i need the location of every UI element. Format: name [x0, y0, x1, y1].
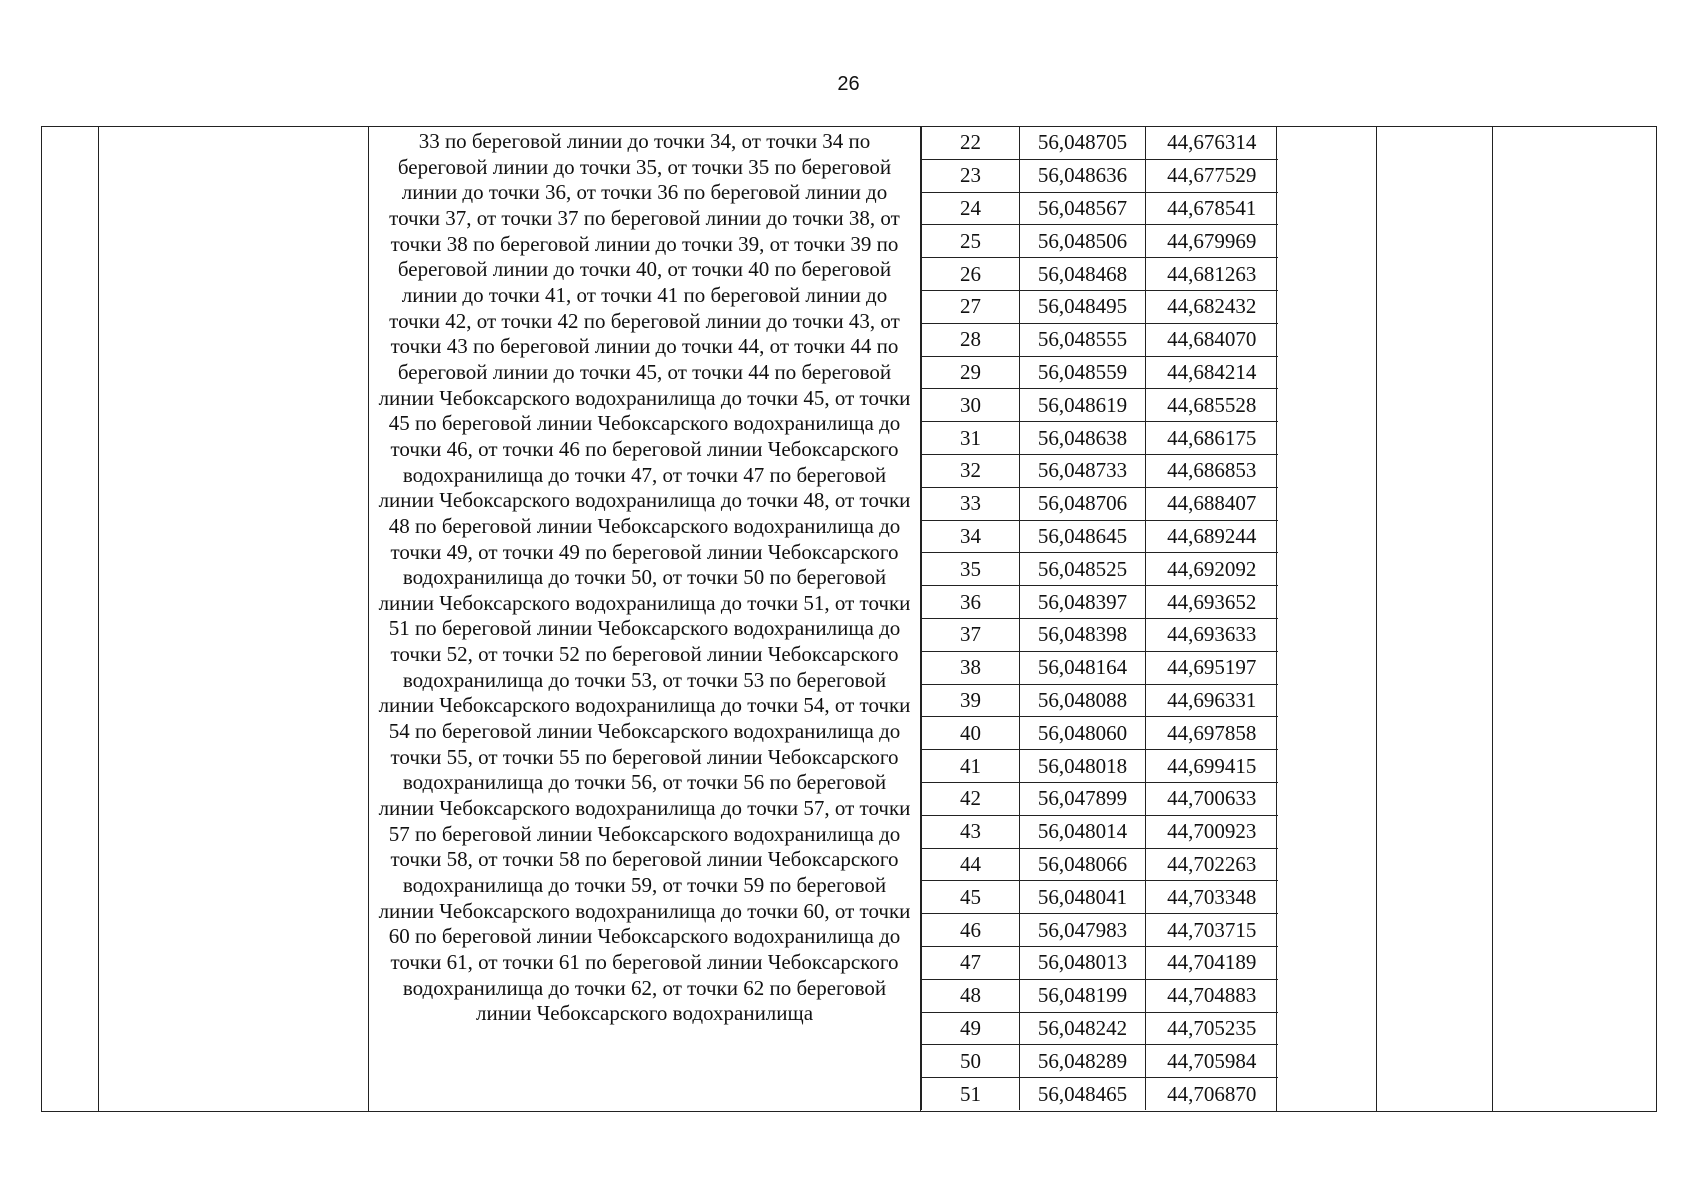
latitude-value: 56,048066	[1020, 848, 1146, 881]
latitude-value: 56,048555	[1020, 323, 1146, 356]
latitude-value: 56,048567	[1020, 192, 1146, 225]
coordinate-row	[922, 553, 1278, 586]
point-number: 48	[922, 979, 1020, 1012]
point-number: 46	[922, 914, 1020, 947]
latitude-value: 56,048468	[1020, 258, 1146, 291]
coordinate-row	[922, 422, 1278, 455]
coordinate-row	[922, 487, 1278, 520]
longitude-value: 44,679969	[1146, 225, 1278, 258]
coordinate-row	[922, 323, 1278, 356]
coordinate-row	[922, 1078, 1278, 1110]
coordinates-table	[921, 127, 1278, 1110]
latitude-value: 56,048397	[1020, 586, 1146, 619]
point-number: 51	[922, 1078, 1020, 1110]
latitude-value: 56,048014	[1020, 815, 1146, 848]
empty-cell-3	[1493, 127, 1657, 1112]
point-number: 41	[922, 750, 1020, 783]
point-number: 44	[922, 848, 1020, 881]
latitude-value: 56,048398	[1020, 618, 1146, 651]
latitude-value: 56,047983	[1020, 914, 1146, 947]
coordinate-row	[922, 684, 1278, 717]
longitude-value: 44,695197	[1146, 651, 1278, 684]
longitude-value: 44,705984	[1146, 1045, 1278, 1078]
longitude-value: 44,684214	[1146, 356, 1278, 389]
longitude-value: 44,702263	[1146, 848, 1278, 881]
longitude-value: 44,686853	[1146, 454, 1278, 487]
latitude-value: 56,048242	[1020, 1012, 1146, 1045]
longitude-value: 44,700923	[1146, 815, 1278, 848]
coordinate-row	[922, 881, 1278, 914]
point-number: 37	[922, 618, 1020, 651]
latitude-value: 56,048636	[1020, 159, 1146, 192]
number-cell	[42, 127, 99, 1112]
coordinate-row	[922, 127, 1278, 159]
latitude-value: 56,048705	[1020, 127, 1146, 159]
point-number: 40	[922, 717, 1020, 750]
latitude-value: 56,048088	[1020, 684, 1146, 717]
latitude-value: 56,048706	[1020, 487, 1146, 520]
longitude-value: 44,689244	[1146, 520, 1278, 553]
latitude-value: 56,048199	[1020, 979, 1146, 1012]
longitude-value: 44,700633	[1146, 782, 1278, 815]
point-number: 28	[922, 323, 1020, 356]
point-number: 30	[922, 389, 1020, 422]
coordinate-row	[922, 389, 1278, 422]
coordinate-row	[922, 946, 1278, 979]
coordinate-row	[922, 782, 1278, 815]
point-number: 36	[922, 586, 1020, 619]
latitude-value: 56,048506	[1020, 225, 1146, 258]
point-number: 38	[922, 651, 1020, 684]
point-number: 32	[922, 454, 1020, 487]
point-number: 33	[922, 487, 1020, 520]
point-number: 26	[922, 258, 1020, 291]
latitude-value: 56,047899	[1020, 782, 1146, 815]
longitude-value: 44,697858	[1146, 717, 1278, 750]
coordinate-row	[922, 618, 1278, 651]
longitude-value: 44,684070	[1146, 323, 1278, 356]
boundary-description: 33 по береговой линии до точки 34, от точки 34 по береговой линии до точки 35, от точки 35 по береговой линии до точки 36, от точки 36 по береговой линии до точки 37, от точки 37 по береговой линии до точки 38, от точки 38 по береговой линии до точки 39, от точки 39 по береговой линии до точки 40, от точки 40 по береговой линии до точки 41, от точки 41 по береговой линии до точки 42, от точки 42 по береговой линии до точки 43, от точки 43 по береговой линии до точки 44, от точки 44 по береговой линии до точки 45, от точки 44 по береговой линии Чебоксарского водохранилища до точки 45, от точки 45 по береговой линии Чебоксарского водохранилища до точки 46, от точки 46 по береговой линии Чебоксарского водохранилища до точки 47, от точки 47 по береговой линии Чебоксарского водохранилища до точки 48, от точки 48 по береговой линии Чебоксарского водохранилища до точки 49, от точки 49 по береговой линии Чебоксарского водохранилища до точки 50, от точки 50 по береговой линии Чебоксарского водохранилища до точки 51, от точки 51 по береговой линии Чебоксарского водохранилища до точки 52, от точки 52 по береговой линии Чебоксарского водохранилища до точки 53, от точки 53 по береговой линии Чебоксарского водохранилища до точки 54, от точки 54 по береговой линии Чебоксарского водохранилища до точки 55, от точки 55 по береговой линии Чебоксарского водохранилища до точки 56, от точки 56 по береговой линии Чебоксарского водохранилища до точки 57, от точки 57 по береговой линии Чебоксарского водохранилища до точки 58, от точки 58 по береговой линии Чебоксарского водохранилища до точки 59, от точки 59 по береговой линии Чебоксарского водохранилища до точки 60, от точки 60 по береговой линии Чебоксарского водохранилища до точки 61, от точки 61 по береговой линии Чебоксарского водохранилища до точки 62, от точки 62 по береговой линии Чебоксарского водохранилища	[369, 127, 921, 1112]
point-number: 47	[922, 946, 1020, 979]
longitude-value: 44,704189	[1146, 946, 1278, 979]
latitude-value: 56,048060	[1020, 717, 1146, 750]
coordinates-cell	[921, 127, 1277, 1112]
latitude-value: 56,048525	[1020, 553, 1146, 586]
point-number: 22	[922, 127, 1020, 159]
empty-cell-2	[1377, 127, 1493, 1112]
longitude-value: 44,705235	[1146, 1012, 1278, 1045]
coordinate-row	[922, 717, 1278, 750]
longitude-value: 44,696331	[1146, 684, 1278, 717]
longitude-value: 44,688407	[1146, 487, 1278, 520]
latitude-value: 56,048495	[1020, 290, 1146, 323]
point-number: 43	[922, 815, 1020, 848]
longitude-value: 44,677529	[1146, 159, 1278, 192]
empty-cell-1	[1277, 127, 1377, 1112]
point-number: 50	[922, 1045, 1020, 1078]
longitude-value: 44,703715	[1146, 914, 1278, 947]
longitude-value: 44,678541	[1146, 192, 1278, 225]
coordinate-row	[922, 159, 1278, 192]
point-number: 25	[922, 225, 1020, 258]
coordinate-row	[922, 356, 1278, 389]
coordinate-row	[922, 750, 1278, 783]
point-number: 23	[922, 159, 1020, 192]
point-number: 27	[922, 290, 1020, 323]
point-number: 39	[922, 684, 1020, 717]
point-number: 42	[922, 782, 1020, 815]
point-number: 45	[922, 881, 1020, 914]
latitude-value: 56,048041	[1020, 881, 1146, 914]
point-number: 29	[922, 356, 1020, 389]
longitude-value: 44,706870	[1146, 1078, 1278, 1110]
latitude-value: 56,048638	[1020, 422, 1146, 455]
coordinate-row	[922, 192, 1278, 225]
point-number: 31	[922, 422, 1020, 455]
coordinate-row	[922, 586, 1278, 619]
coordinate-row	[922, 848, 1278, 881]
longitude-value: 44,685528	[1146, 389, 1278, 422]
coordinate-row	[922, 290, 1278, 323]
longitude-value: 44,693633	[1146, 618, 1278, 651]
longitude-value: 44,703348	[1146, 881, 1278, 914]
latitude-value: 56,048733	[1020, 454, 1146, 487]
coordinate-row	[922, 651, 1278, 684]
coordinate-row	[922, 979, 1278, 1012]
point-number: 24	[922, 192, 1020, 225]
longitude-value: 44,676314	[1146, 127, 1278, 159]
coordinate-row	[922, 1012, 1278, 1045]
coordinate-row	[922, 225, 1278, 258]
latitude-value: 56,048465	[1020, 1078, 1146, 1110]
latitude-value: 56,048018	[1020, 750, 1146, 783]
longitude-value: 44,704883	[1146, 979, 1278, 1012]
coordinate-row	[922, 520, 1278, 553]
point-number: 34	[922, 520, 1020, 553]
point-number: 35	[922, 553, 1020, 586]
longitude-value: 44,699415	[1146, 750, 1278, 783]
longitude-value: 44,692092	[1146, 553, 1278, 586]
page-number: 26	[837, 73, 860, 95]
coordinate-row	[922, 815, 1278, 848]
longitude-value: 44,681263	[1146, 258, 1278, 291]
longitude-value: 44,686175	[1146, 422, 1278, 455]
coordinate-row	[922, 914, 1278, 947]
coordinate-row	[922, 454, 1278, 487]
latitude-value: 56,048164	[1020, 651, 1146, 684]
longitude-value: 44,693652	[1146, 586, 1278, 619]
name-cell	[99, 127, 369, 1112]
coordinate-row	[922, 258, 1278, 291]
coordinate-row	[922, 1045, 1278, 1078]
latitude-value: 56,048013	[1020, 946, 1146, 979]
table-row	[42, 127, 1657, 1112]
latitude-value: 56,048619	[1020, 389, 1146, 422]
point-number: 49	[922, 1012, 1020, 1045]
boundary-table	[41, 126, 1657, 1112]
latitude-value: 56,048289	[1020, 1045, 1146, 1078]
latitude-value: 56,048645	[1020, 520, 1146, 553]
latitude-value: 56,048559	[1020, 356, 1146, 389]
longitude-value: 44,682432	[1146, 290, 1278, 323]
